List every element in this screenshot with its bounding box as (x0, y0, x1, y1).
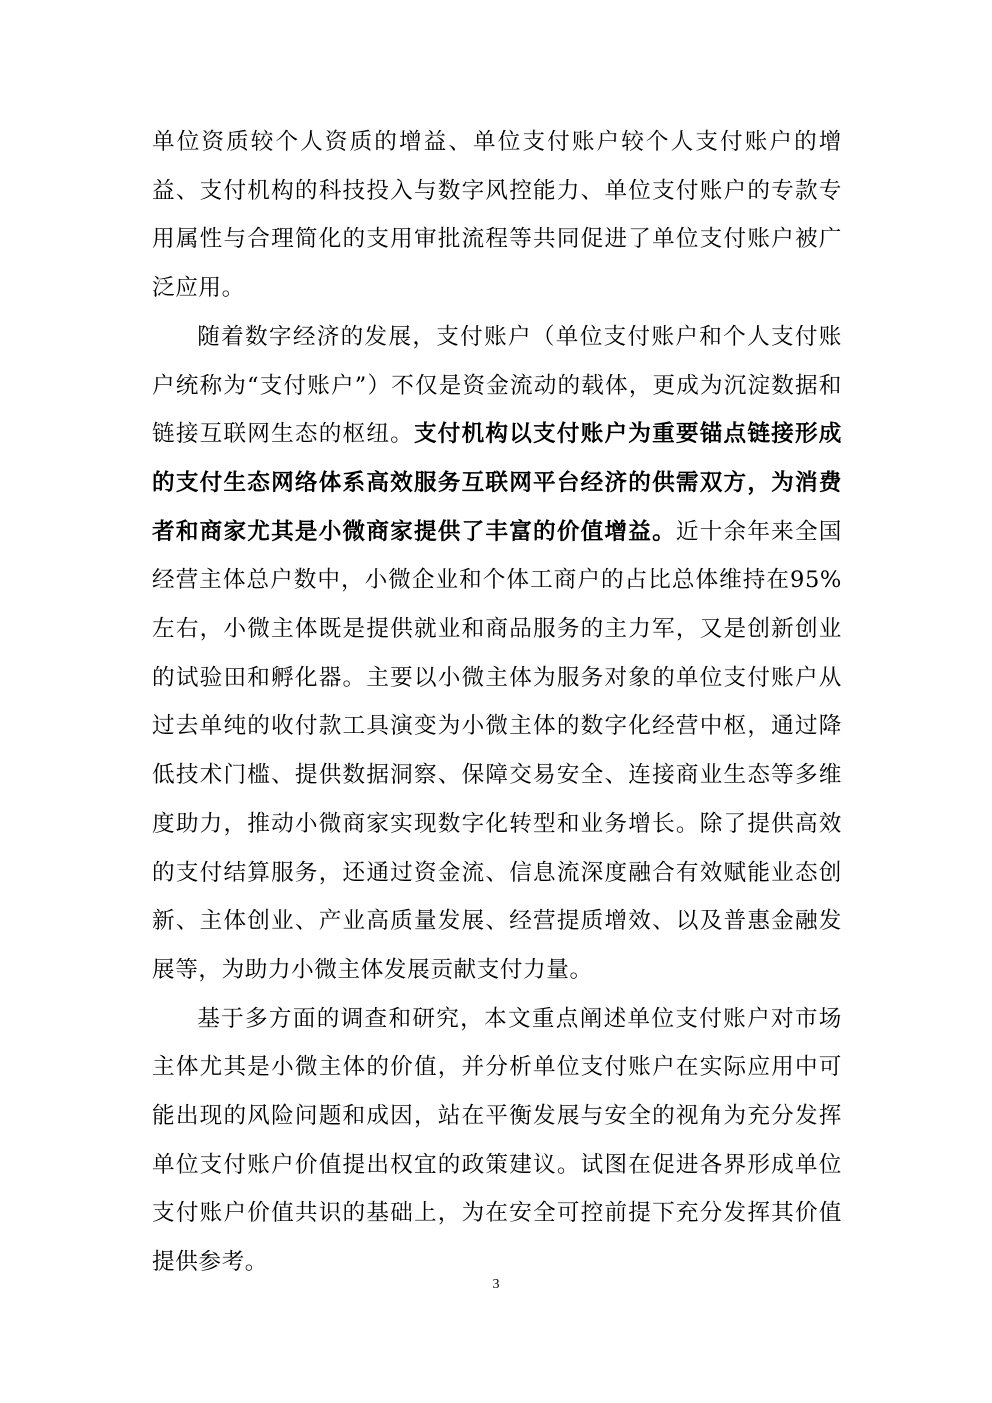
paragraph-3 (152, 995, 842, 1287)
paragraph-3-text: 基于多方面的调查和研究，本文重点阐述单位支付账户对市场主体尤其是小微主体的价值，并分析单位支付账户在实际应用中可能出现的风险问题和成因，站在平衡发展与安全的视角为充分发挥单位支付账户价值提出权宜的政策建议。试图在促进各界形成单位支付账户价值共识的基础上，为在安全可控前提下充分发挥其价值提供参考。 (152, 1005, 842, 1276)
paragraph-1 (152, 118, 842, 313)
paragraph-2 (152, 313, 842, 995)
page-number: 3 (492, 1277, 500, 1292)
paragraph-2-bold-text: 支付机构以支付账户为重要锚点链接形成的支付生态网络体系高效服务互联网平台经济的供需双方，为消费者和商家尤其是小微商家提供了丰富的价值增益。 (152, 421, 842, 545)
paragraph-1-text: 单位资质较个人资质的增益、单位支付账户较个人支付账户的增益、支付机构的科技投入与数字风控能力、单位支付账户的专款专用属性与合理简化的支用审批流程等共同促进了单位支付账户被广泛应用。 (152, 129, 842, 302)
paragraph-2-text-before: 随着数字经济的发展，支付账户（单位支付账户和个人支付账户统称为“支付账户”）不仅是资金流动的载体，更成为沉淀数据和链接互联网生态的枢纽。 (152, 323, 842, 448)
document-body (152, 118, 842, 1287)
paragraph-2-text-after: 近十余年来全国经营主体总户数中，小微企业和个体工商户的占比总体维持在95%左右，小微主体既是提供就业和商品服务的主力军，又是创新创业的试验田和孵化器。主要以小微主体为服务对象的单位支付账户从过去单纯的收付款工具演变为小微主体的数字化经营中枢，通过降低技术门槛、提供数据洞察、保障交易安全、连接商业生态等多维度助力，推动小微商家实现数字化转型和业务增长。除了提供高效的支付结算服务，还通过资金流、信息流深度融合有效赋能业态创新、主体创业、产业高质量发展、经营提质增效、以及普惠金融发展等，为助力小微主体发展贡献支付力量。 (152, 518, 843, 983)
